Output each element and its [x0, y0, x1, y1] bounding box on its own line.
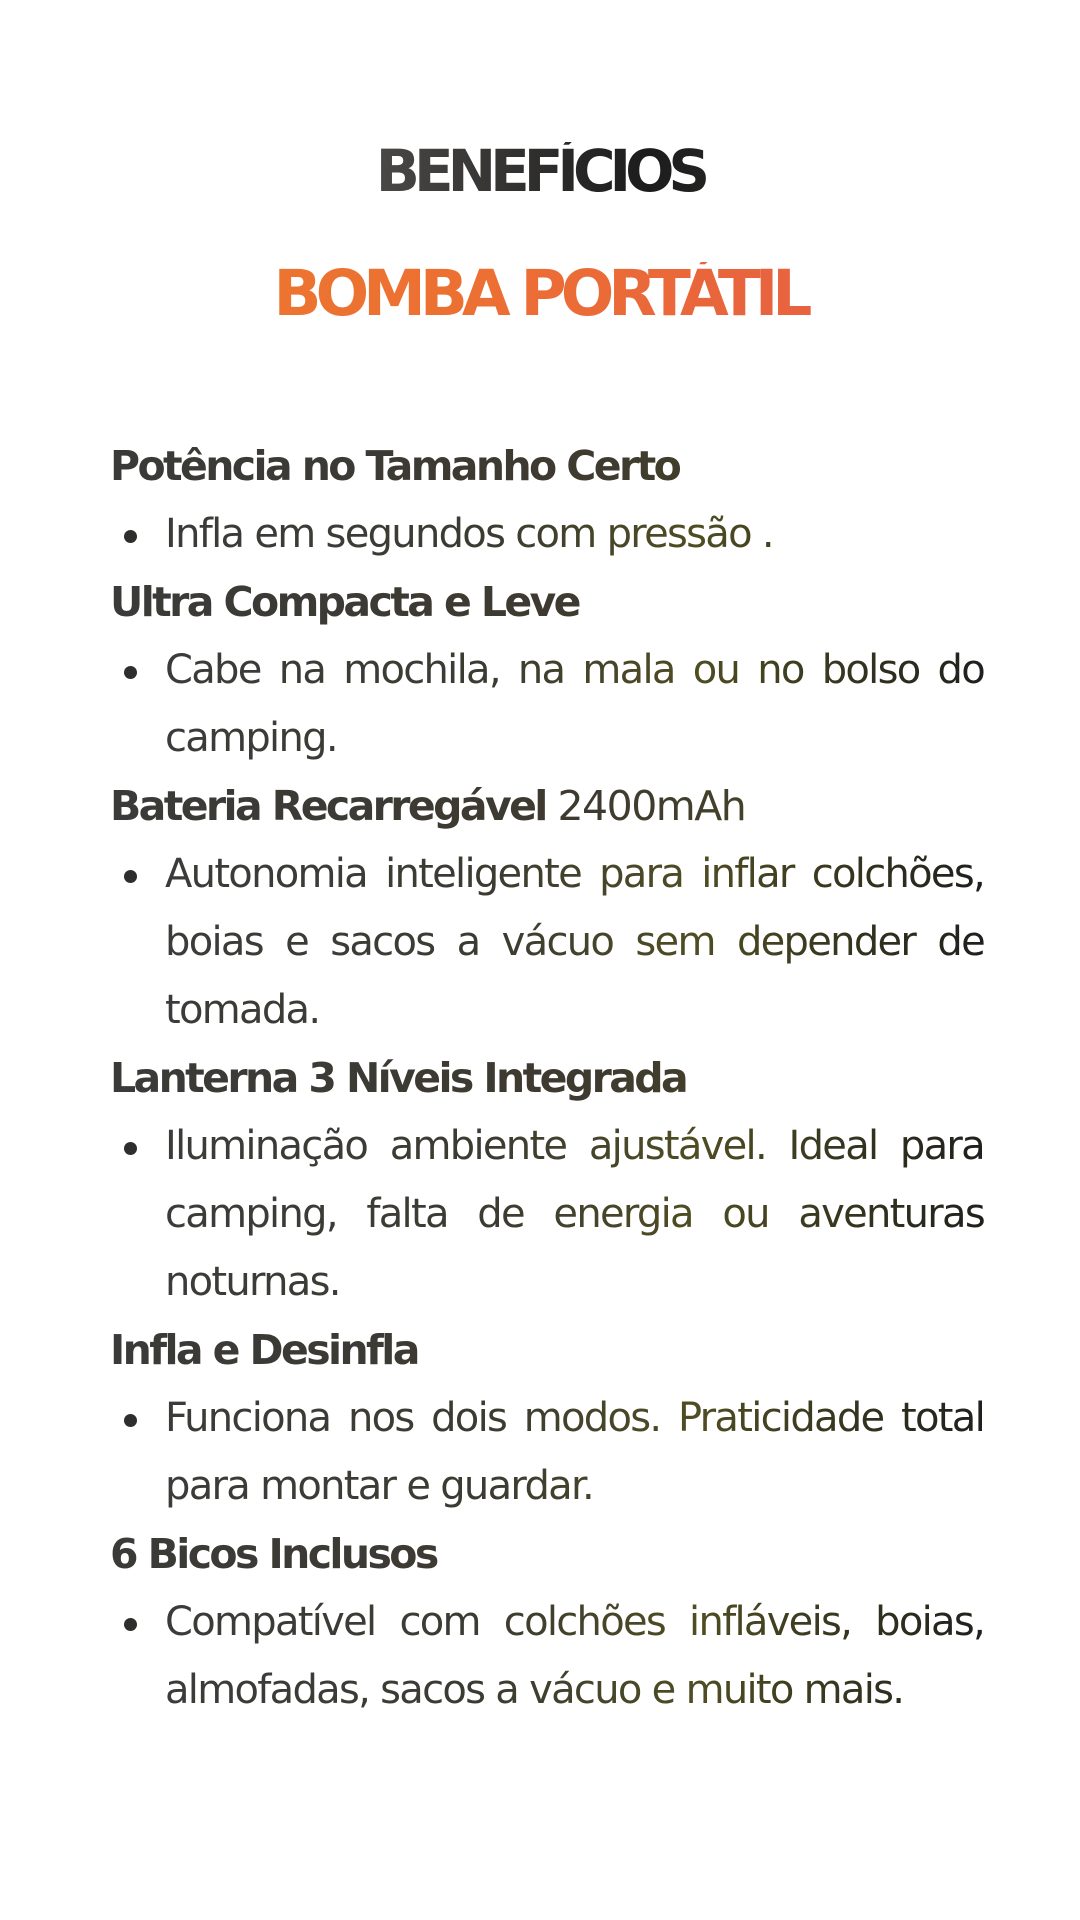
bullet-dot-icon	[110, 840, 165, 908]
benefit-title	[110, 772, 984, 840]
benefit-title-text: Potência no Tamanho Certo	[110, 442, 680, 490]
benefit-description: Autonomia inteligente para inflar colchões, boias e sacos a vácuo sem depender de tomada.	[165, 840, 984, 1044]
benefit-title-text: Infla e Desinfla	[110, 1326, 418, 1374]
benefit-title	[110, 432, 984, 500]
benefit-title	[110, 1316, 984, 1384]
benefit-bullet-item	[110, 840, 984, 1044]
benefit-section-inflate	[110, 1316, 984, 1520]
benefit-title	[110, 1520, 984, 1588]
benefits-list	[110, 432, 984, 1724]
heading-product: BOMBA PORTÁTIL	[0, 262, 1080, 325]
benefit-section-power	[110, 432, 984, 568]
benefit-title-text: Ultra Compacta e Leve	[110, 578, 579, 626]
benefit-title	[110, 1044, 984, 1112]
benefit-title-text: Bateria Recarregável	[110, 782, 546, 830]
benefit-title	[110, 568, 984, 636]
benefit-bullet-item	[110, 500, 984, 568]
benefit-title-text: Lanterna 3 Níveis Integrada	[110, 1054, 687, 1102]
benefit-section-lantern	[110, 1044, 984, 1316]
benefit-section-battery	[110, 772, 984, 1044]
benefit-description: Cabe na mochila, na mala ou no bolso do camping.	[165, 636, 984, 772]
benefit-section-nozzles	[110, 1520, 984, 1724]
benefit-bullet-item	[110, 1112, 984, 1316]
benefit-description: Iluminação ambiente ajustável. Ideal para camping, falta de energia ou aventuras noturnas.	[165, 1112, 984, 1316]
bullet-dot-icon	[110, 500, 165, 568]
benefit-bullet-item	[110, 1384, 984, 1520]
benefit-description: Funciona nos dois modos. Praticidade total para montar e guardar.	[165, 1384, 984, 1520]
bullet-dot-icon	[110, 1588, 165, 1656]
bullet-dot-icon	[110, 636, 165, 704]
benefit-bullet-item	[110, 1588, 984, 1724]
bullet-dot-icon	[110, 1384, 165, 1452]
benefit-bullet-item	[110, 636, 984, 772]
benefit-title-suffix: 2400mAh	[557, 782, 746, 830]
benefit-section-compact	[110, 568, 984, 772]
benefit-title-text: 6 Bicos Inclusos	[110, 1530, 437, 1578]
benefit-description: Infla em segundos com pressão .	[165, 500, 984, 568]
heading-benefits: BENEFÍCIOS	[0, 142, 1080, 200]
bullet-dot-icon	[110, 1112, 165, 1180]
benefit-description: Compatível com colchões infláveis, boias, almofadas, sacos a vácuo e muito mais.	[165, 1588, 984, 1724]
